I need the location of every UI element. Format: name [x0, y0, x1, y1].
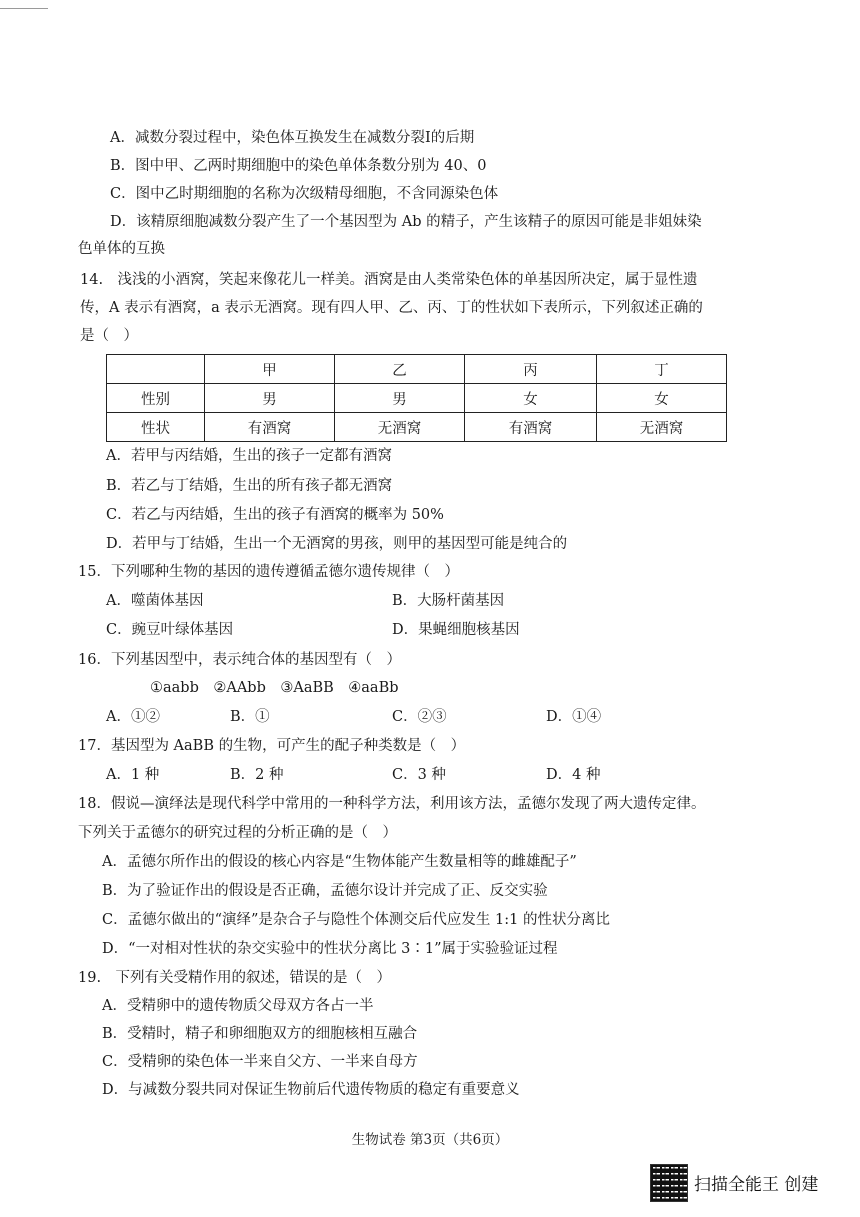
q19-stem: 19. 下列有关受精作用的叙述，错误的是（ ）: [78, 970, 392, 986]
table-cell: 有酒窝: [465, 413, 597, 442]
q19-option-b: B．受精时，精子和卵细胞双方的细胞核相互融合: [102, 1026, 418, 1042]
q19-option-d: D．与减数分裂共同对保证生物前后代遗传物质的稳定有重要意义: [102, 1082, 520, 1098]
table-cell: 女: [597, 384, 727, 413]
q13-option-d: D．该精原细胞减数分裂产生了一个基因型为 Ab 的精子，产生该精子的原因可能是非姐妹染: [110, 214, 702, 230]
q14-option-d: D．若甲与丁结婚，生出一个无酒窝的男孩，则甲的基因型可能是纯合的: [106, 536, 568, 552]
table-cell: 有酒窝: [205, 413, 335, 442]
q14-stem-line3: 是（ ）: [80, 328, 138, 344]
q16-option-a: A．①②: [106, 709, 160, 725]
q18-option-c: C．孟德尔做出的“演绎”是杂合子与隐性个体测交后代应发生 1:1 的性状分离比: [102, 912, 610, 928]
top-rule: [0, 8, 48, 9]
q16-option-b: B．①: [230, 709, 270, 725]
q17-stem: 17．基因型为 AaBB 的生物，可产生的配子种类数是（ ）: [78, 738, 466, 754]
q14-option-c: C．若乙与丙结婚，生出的孩子有酒窝的概率为 50%: [106, 507, 444, 523]
table-cell: [107, 355, 205, 384]
table-cell: 男: [335, 384, 465, 413]
q15-option-a: A．噬菌体基因: [106, 593, 204, 609]
q18-option-a: A．孟德尔所作出的假设的核心内容是“生物体能产生数量相等的雌雄配子”: [102, 854, 577, 870]
table-header-cell: 丙: [465, 355, 597, 384]
table-row: [107, 384, 727, 413]
q13-option-d-cont: 色单体的互换: [78, 241, 165, 257]
q15-option-b: B．大肠杆菌基因: [392, 593, 505, 609]
q14-stem-line2: 传，A 表示有酒窝，a 表示无酒窝。现有四人甲、乙、丙、丁的性状如下表所示，下列叙述正确的: [80, 300, 703, 316]
q18-option-d: D．“一对相对性状的杂交实验中的性状分离比 3∶1”属于实验验证过程: [102, 941, 558, 957]
table-cell: 无酒窝: [597, 413, 727, 442]
q13-option-c: C．图中乙时期细胞的名称为次级精母细胞，不含同源染色体: [110, 186, 499, 202]
q14-stem-line1: 14. 浅浅的小酒窝，笑起来像花儿一样美。酒窝是由人类常染色体的单基因所决定，属于显性遗: [80, 272, 698, 288]
table-header-cell: 甲: [205, 355, 335, 384]
q13-option-a: A．减数分裂过程中，染色体互换发生在减数分裂Ⅰ的后期: [110, 130, 475, 146]
q19-option-a: A．受精卵中的遗传物质父母双方各占一半: [102, 998, 374, 1014]
q19-option-c: C．受精卵的染色体一半来自父方、一半来自母方: [102, 1054, 418, 1070]
q14-option-b: B．若乙与丁结婚，生出的所有孩子都无酒窝: [106, 478, 393, 494]
q17-option-a: A．1 种: [106, 767, 160, 783]
qr-code-icon: [650, 1164, 688, 1202]
q16-items: ①aabb ②AAbb ③AaBB ④aaBb: [150, 680, 399, 696]
q15-option-c: C．豌豆叶绿体基因: [106, 622, 234, 638]
q18-option-b: B．为了验证作出的假设是否正确，孟德尔设计并完成了正、反交实验: [102, 883, 548, 899]
q16-option-c: C．②③: [392, 709, 447, 725]
trait-table: [106, 354, 727, 442]
table-row-label: 性状: [107, 413, 205, 442]
q14-option-a: A．若甲与丙结婚，生出的孩子一定都有酒窝: [106, 448, 392, 464]
scanner-watermark: 扫描全能王 创建: [694, 1175, 819, 1195]
q16-option-d: D．①④: [546, 709, 602, 725]
q18-stem-line1: 18．假说—演绎法是现代科学中常用的一种科学方法，利用该方法，孟德尔发现了两大遗传定律。: [78, 796, 706, 812]
q13-option-b: B．图中甲、乙两时期细胞中的染色单体条数分别为 40、0: [110, 158, 487, 174]
table-row: [107, 413, 727, 442]
q16-stem: 16．下列基因型中，表示纯合体的基因型有（ ）: [78, 652, 401, 668]
table-cell: 女: [465, 384, 597, 413]
table-cell: 无酒窝: [335, 413, 465, 442]
q17-option-b: B．2 种: [230, 767, 284, 783]
page-footer: 生物试卷 第3页（共6页）: [351, 1132, 509, 1148]
q15-option-d: D．果蝇细胞核基因: [392, 622, 520, 638]
q18-stem-line2: 下列关于孟德尔的研究过程的分析正确的是（ ）: [78, 825, 397, 841]
q15-stem: 15．下列哪种生物的基因的遗传遵循孟德尔遗传规律（ ）: [78, 564, 459, 580]
table-header-cell: 丁: [597, 355, 727, 384]
table-header-cell: 乙: [335, 355, 465, 384]
q17-option-c: C．3 种: [392, 767, 446, 783]
table-header-row: [107, 355, 727, 384]
table-cell: 男: [205, 384, 335, 413]
q17-option-d: D．4 种: [546, 767, 601, 783]
table-row-label: 性别: [107, 384, 205, 413]
